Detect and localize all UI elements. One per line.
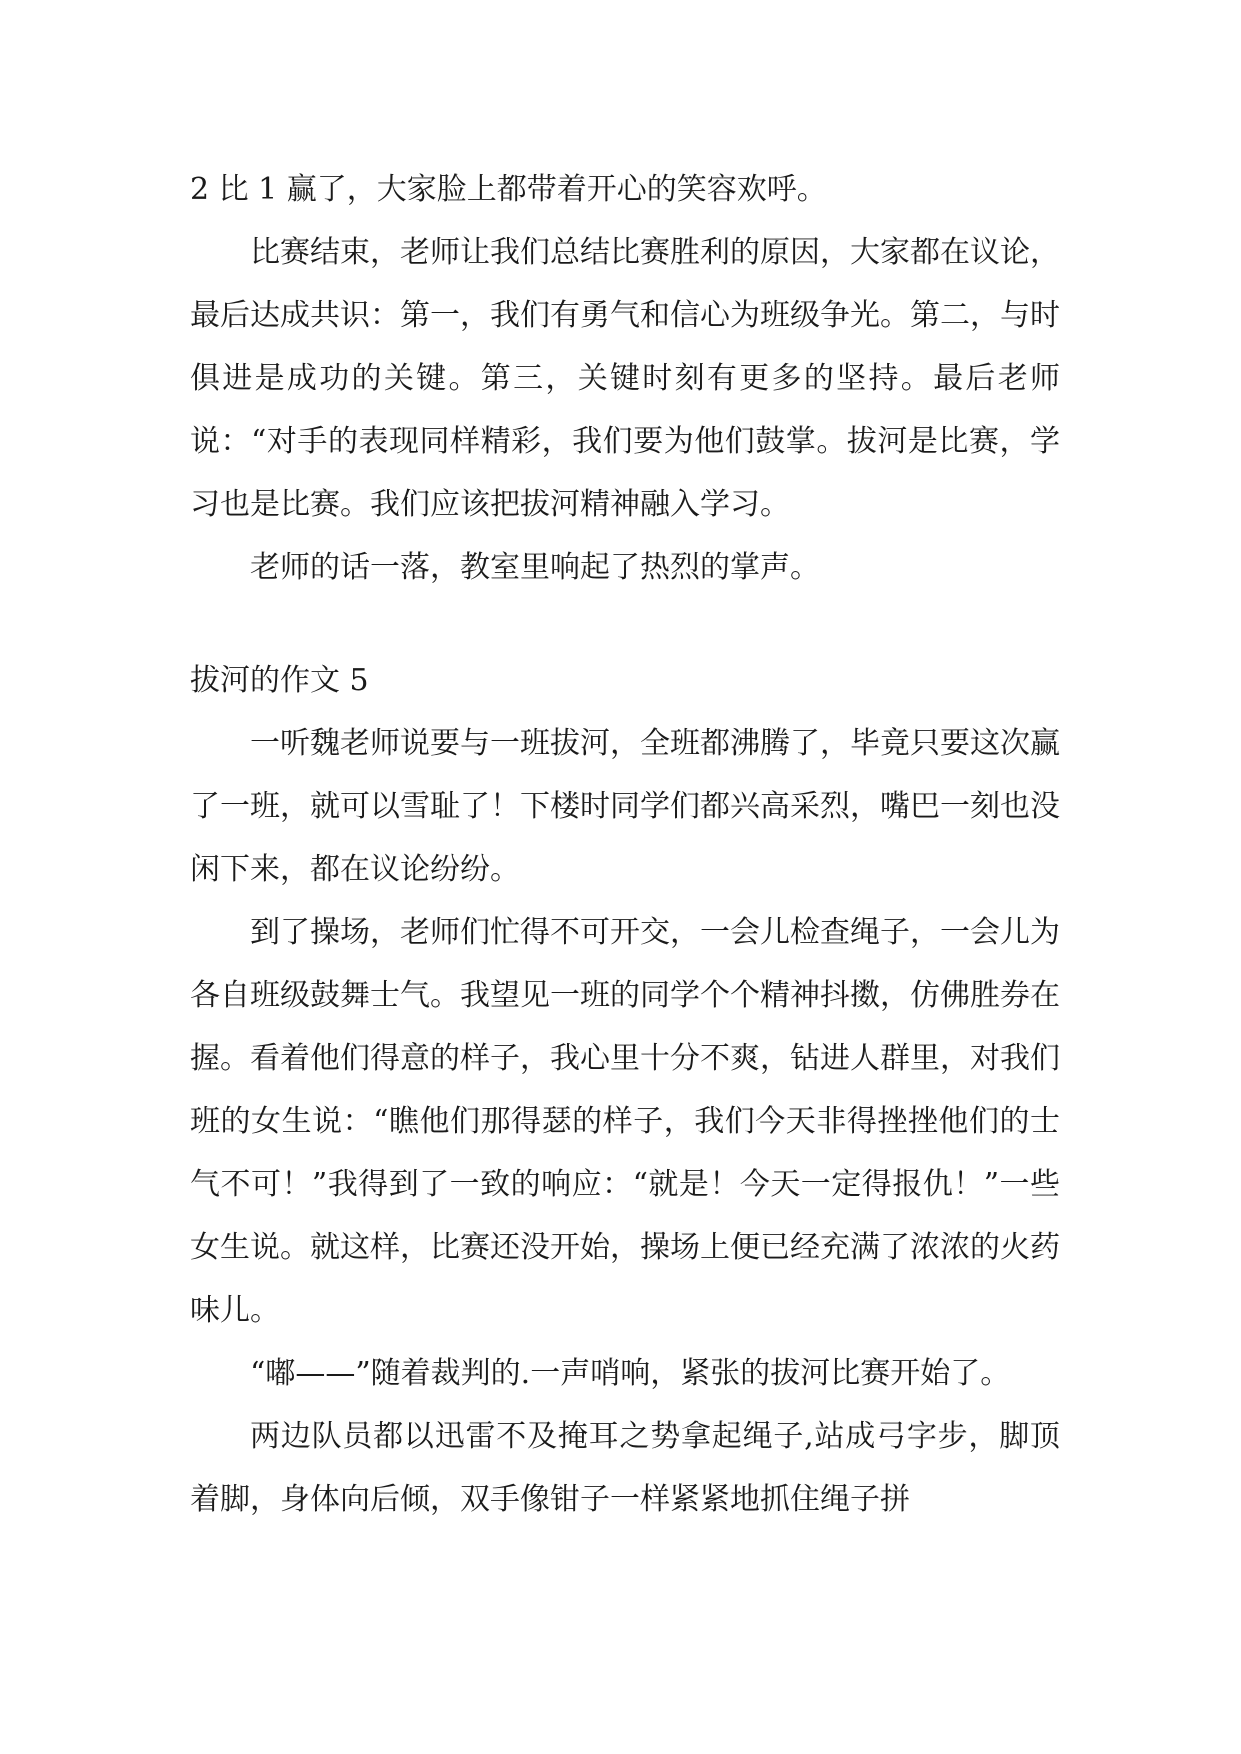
paragraph-summary: 比赛结束，老师让我们总结比赛胜利的原因，大家都在议论，最后达成共识：第一，我们有勇气和信心为班级争光。第二，与时俱进是成功的关键。第三，关键时刻有更多的坚持。最后老师说：“对手的表现同样精彩，我们要为他们鼓掌。拔河是比赛，学习也是比赛。我们应该把拔河精神融入学习。 [190,235,1060,522]
document-body [190,158,1060,1531]
paragraph-continuation: 2 比 1 赢了，大家脸上都带着开心的笑容欢呼。 [190,172,827,207]
essay-heading: 拔河的作文 5 [190,663,369,698]
paragraph-applause: 老师的话一落，教室里响起了热烈的掌声。 [250,550,820,585]
paragraph-teams: 两边队员都以迅雷不及掩耳之势拿起绳子,站成弓字步，脚顶着脚，身体向后倾，双手像钳子一样紧紧地抓住绳子拼 [190,1419,1060,1517]
paragraph-playground: 到了操场，老师们忙得不可开交，一会儿检查绳子，一会儿为各自班级鼓舞士气。我望见一班的同学个个精神抖擞，仿佛胜券在握。看着他们得意的样子，我心里十分不爽，钻进人群里，对我们班的女生说：“瞧他们那得瑟的样子，我们今天非得挫挫他们的士气不可！”我得到了一致的响应：“就是！今天一定得报仇！”一些女生说。就这样，比赛还没开始，操场上便已经充满了浓浓的火药味儿。 [190,915,1060,1328]
paragraph-whistle: “嘟——”随着裁判的.一声哨响，紧张的拔河比赛开始了。 [250,1356,1011,1391]
paragraph-intro: 一听魏老师说要与一班拔河，全班都沸腾了，毕竟只要这次赢了一班，就可以雪耻了！下楼时同学们都兴高采烈，嘴巴一刻也没闲下来，都在议论纷纷。 [190,726,1060,887]
